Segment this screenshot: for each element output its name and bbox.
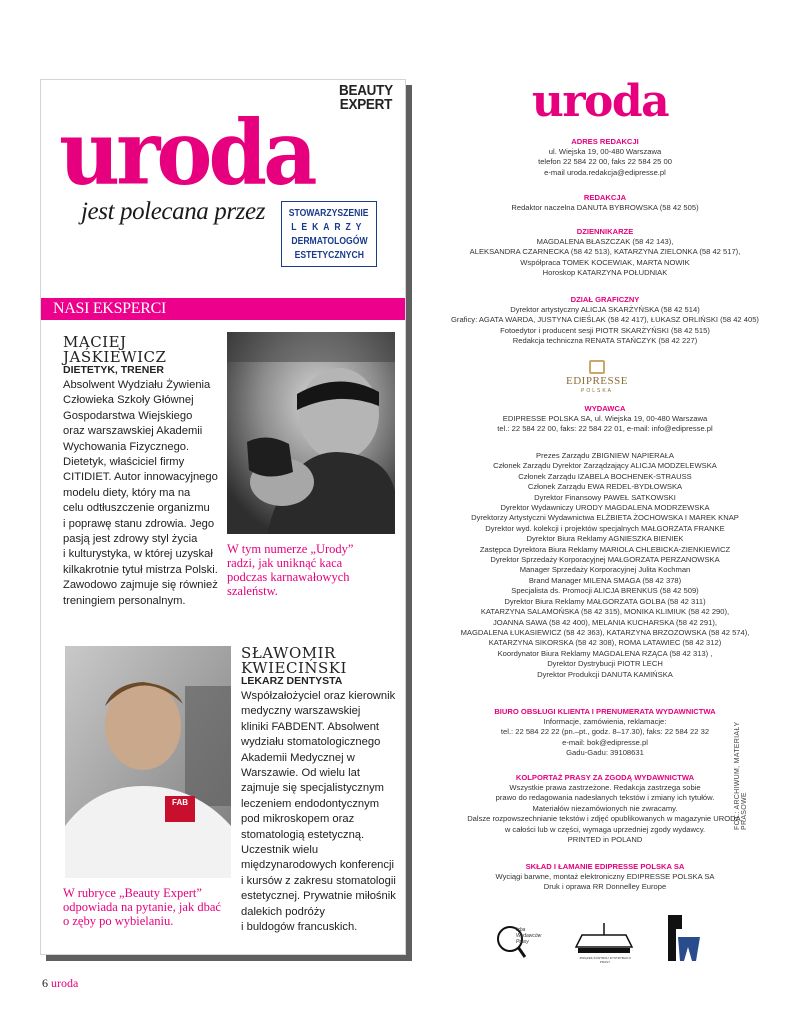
text-line: Dyrektor Biura Reklamy AGNIESZKA BIENIEK	[526, 534, 684, 544]
text-line: Koordynator Biura Reklamy MAGDALENA RZĄCA (58 42 313) ,	[497, 648, 713, 658]
text-line: Zawodowo zajmuje się również	[63, 579, 218, 592]
text-line: estetycznej. Prywatnie miłośnik	[241, 890, 396, 903]
section-redakcja: REDAKCJA Redaktor naczelna DANUTA BYBROWSKA (58 42 505)	[511, 193, 699, 212]
section-biuro: BIURO OBSŁUGI KLIENTA I PRENUMERATA WYDAWNICTWA Informacje, zamówienia, reklamacje: tel.: 22 584 22 22 (pn.–pt., godz. 8–17.30), faks: 22 584 22 32 e-mail: bok@edipresse.pl Gadu-Gadu: 39108631	[494, 707, 716, 758]
page-number: 6 uroda	[42, 976, 79, 990]
text-line: Zastępca Dyrektora Biura Reklamy MARIOLA CHLEBICKA-ZIENKIEWICZ	[479, 544, 731, 554]
text-line: stomatologią estetyczną.	[241, 828, 365, 841]
section-adres: ADRES REDAKCJI ul. Wiejska 19, 00-480 Warszawa telefon 22 584 22 00, faks 22 584 25 00 e-mail uroda.redakcja@edipresse.pl	[538, 137, 672, 177]
text-line: Członek Zarządu Dyrektor Zarządzający ALICJA MODZELEWSKA	[493, 461, 717, 471]
fabdent-badge: FAB	[172, 798, 188, 807]
text-line: Manager Sprzedaży Korporacyjnej Julita Kochman	[519, 565, 691, 575]
text-line: Gospodarstwa Wiejskiego	[63, 409, 193, 422]
zkdp-logo: ZWIĄZEK KONTROLI DYSTRYBUCJI PRASY	[574, 913, 636, 963]
text-line: W tym numerze „Urody”	[227, 542, 354, 556]
izba-wydawcow-logo: Izba Wydawców Prasy	[494, 913, 554, 963]
text-line: kliniki FABDENT. Absolwent	[241, 720, 380, 733]
text-line: treningiem personalnym.	[63, 594, 186, 607]
expert1-caption	[227, 542, 397, 598]
text-line: Współzałożyciel oraz kierownik	[241, 690, 396, 702]
experts-panel	[40, 79, 406, 955]
section-zarzad	[440, 451, 770, 680]
press-logo	[666, 913, 706, 963]
text-line: i buldogów francuskich.	[241, 921, 358, 934]
text-line: modelu diety, który ma na	[63, 486, 191, 499]
expert2-role: LEKARZ DENTYSTA	[241, 675, 343, 687]
text-line: pod mikroskopem oraz	[241, 813, 355, 826]
text-line: i kursów z zakresu stomatologii	[241, 874, 396, 887]
expert2-bio	[241, 689, 401, 936]
photo-credit: FOT.: ARCHIWUM, MATERIAŁY PRASOWE	[734, 721, 748, 830]
society-logo: STOWARZYSZENIE LEKARZY DERMATOLOGÓW ESTETYCZNYCH	[281, 201, 377, 267]
text-line: Warszawie. Od wielu lat	[241, 767, 360, 780]
text-line: podczas karnawałowych	[227, 570, 350, 584]
text-line: Dyrektorzy Artystyczni Wydawnictwa ELŻBIETA ŻOCHOWSKA I MAREK KNAP	[471, 513, 739, 523]
text-line: Akademii Medycznej w	[241, 751, 355, 764]
expert2-caption	[63, 886, 248, 928]
text-line: dalekich podróży	[241, 905, 325, 918]
text-line: Dietetyk, właściciel firmy	[63, 456, 185, 469]
text-line: Dyrektor Dystrybucji PIOTR LECH	[547, 659, 663, 669]
text-line: zajmuje się specjalistycznym	[241, 782, 384, 795]
section-graficzny: DZIAŁ GRAFICZNY Dyrektor artystyczny ALICJA SKARŻYŃSKA (58 42 514) Graficy: AGATA WARDA, JUSTYNA CIEŚLAK (58 42 417), ŁUKASZ ORLIŃSKI (58 42 405) Fotoedytor i producent sesji PIOTR SKARŻYŃSKI (58 42 515) Redakcja techniczna RENATA STAŃCZYK (58 42 227)	[451, 295, 759, 346]
text-line: medyczny warszawskiej	[241, 705, 361, 718]
text-line: Dyrektor Wydawniczy URODY MAGDALENA MODRZEWSKA	[500, 503, 710, 513]
expert1-photo	[227, 332, 395, 534]
text-line: KATARZYNA SIKORSKA (58 42 308), ROMA LATAWIEC (58 42 312)	[488, 638, 722, 648]
section-kolportaz: KOLPORTAŻ PRASY ZA ZGODĄ WYDAWNICTWA Wszystkie prawa zastrzeżone. Redakcja zastrzega sobie prawo do redagowania nadesłanych tekstów i zmiany ich tytułów. Materiałów niezamówionych nie zwracamy. Dalsze rozpowszechnianie tekstów i zdjęć opublikowanych w magazynie URODA, w całości lub w części, wymaga uprzedniej zgody wydawcy. PRINTED in POLAND	[467, 773, 743, 845]
expert1-role: DIETETYK, TRENER	[63, 364, 164, 376]
text-line: i poprawę stanu zdrowia. Jego	[63, 517, 215, 530]
section-wydawca: WYDAWCA EDIPRESSE POLSKA SA, ul. Wiejska 19, 00-480 Warszawa tel.: 22 584 22 00, faks: 22 584 22 01, e-mail: info@edipresse.pl	[497, 404, 713, 434]
text-line: międzynarodowych konferencji	[241, 859, 394, 872]
text-line: o zęby po wybielaniu.	[63, 914, 174, 928]
text-line: wydziału stomatologicznego	[241, 736, 381, 749]
text-line: Dyrektor Produkcji DANUTA KAMIŃSKA	[537, 669, 673, 679]
expert2-photo	[65, 646, 231, 878]
text-line: Dyrektor Biura Reklamy MAŁGORZATA GOLBA (58 42 311)	[504, 596, 706, 606]
text-line: CITIDIET. Autor innowacyjnego	[63, 471, 218, 484]
expert2-name: SŁAWOMIR KWIECIŃSKI	[241, 644, 347, 677]
text-line: oraz warszawskiej Akademii	[63, 425, 203, 438]
text-line: kilkakrotnie tytuł mistrza Polski.	[63, 563, 218, 576]
text-line: Dyrektor Finansowy PAWEŁ SATKOWSKI	[534, 492, 676, 502]
text-line: JOANNA SAWA (58 42 400), MELANIA KUCHARSKA (58 42 291),	[493, 617, 717, 627]
text-line: i kulturystyka, w której uzyskał	[63, 548, 213, 561]
text-line: W rubryce „Beauty Expert”	[63, 886, 202, 900]
text-line: Prezes Zarządu ZBIGNIEW NAPIERAŁA	[536, 451, 674, 460]
text-line: Dyrektor wyd. kolekcji i projektów specjalnych MAŁGORZATA FRANKE	[485, 523, 725, 533]
text-line: celu odtłuszczenie organizmu	[63, 502, 210, 515]
text-line: szaleństw.	[227, 584, 278, 598]
text-line: Dyrektor Sprzedaży Korporacyjnej MAŁGORZATA PERZANOWSKA	[490, 555, 720, 565]
text-line: pasją jest zdrowy styl życia	[63, 533, 198, 546]
text-line: Uczestnik wielu	[241, 844, 319, 857]
recommended-by-text: jest polecana przez	[81, 198, 266, 225]
text-line: KATARZYNA SALAMOŃSKA (58 42 315), MONIKA KLIMIUK (58 42 290),	[480, 607, 730, 617]
text-line: Członek Zarządu IZABELA BOCHENEK-STRAUSS	[518, 471, 692, 481]
text-line: leczeniem endodontycznym	[241, 797, 380, 810]
edipresse-logo: EDIPRESSE POLSKA	[562, 360, 632, 400]
text-line: MAGDALENA ŁUKASIEWICZ (58 42 363), KATARZYNA BRZOZOWSKA (58 42 574),	[460, 627, 750, 637]
text-line: radzi, jak uniknąć kaca	[227, 556, 343, 570]
beauty-expert-label: BEAUTY EXPERT	[339, 82, 393, 113]
section-sklad: SKŁAD I ŁAMANIE EDIPRESSE POLSKA SA Wyciągi barwne, montaż elektroniczny EDIPRESSE POLSKA SA Druk i oprawa RR Donnelley Europe	[495, 862, 715, 892]
experts-header: NASI EKSPERCI	[41, 298, 405, 320]
uroda-masthead-logo: uroda	[531, 76, 669, 127]
expert1-name: MACIEJ JAŚKIEWICZ	[63, 333, 167, 366]
text-line: Członek Zarządu EWA REDEL-BYDŁOWSKA	[527, 482, 683, 492]
text-line: Specjalista ds. Promocji ALICJA BRENKUS (58 42 509)	[511, 586, 699, 596]
text-line: Absolwent Wydziału Żywienia	[63, 379, 211, 391]
text-line: odpowiada na pytanie, jak dbać	[63, 900, 221, 914]
text-line: Wychowania Fizycznego.	[63, 440, 190, 453]
text-line: Brand Manager MILENA SMAGA (58 42 378)	[528, 575, 682, 585]
section-dziennikarze: DZIENNIKARZE MAGDALENA BŁASZCZAK (58 42 143), ALEKSANDRA CZARNECKA (58 42 513), KATARZYNA ZIELONKA (58 42 517), Współpraca TOMEK KOCEWIAK, MARTA NOWIK Horoskop KATARZYNA POŁUDNIAK	[469, 227, 741, 278]
uroda-big-logo: uroda	[59, 100, 314, 205]
text-line: Człowieka Szkoły Głównej	[63, 394, 194, 407]
